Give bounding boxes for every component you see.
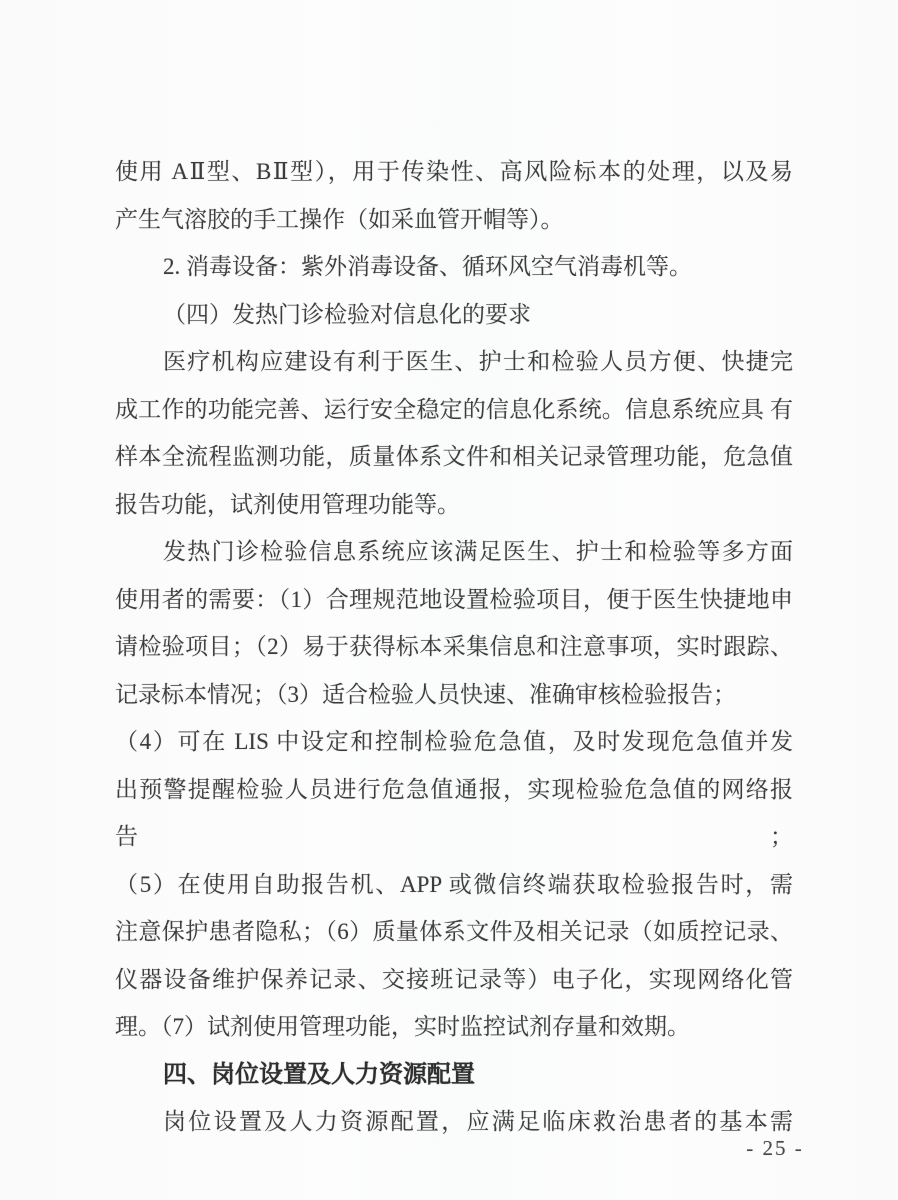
text-line: 发热门诊检验信息系统应该满足医生、护士和检验等多方面 (163, 539, 793, 564)
text-line: 样本全流程监测功能，质量体系文件和相关记录管理功能，危急值 (115, 444, 793, 469)
text-line: 医疗机构应建设有利于医生、护士和检验人员方便、快捷完 (163, 349, 793, 374)
text-line: 请检验项目；（2）易于获得标本采集信息和注意事项，实时跟踪、 (115, 634, 793, 659)
text-line: （四）发热门诊检验对信息化的要求 (163, 301, 531, 327)
text-line: 出预警提醒检验人员进行危急值通报，实现检验危急值的网络报告； (115, 776, 793, 849)
text-line: 产生气溶胶的手工操作（如采血管开帽等）。 (115, 206, 564, 232)
text-line: 成工作的功能完善、运行安全稳定的信息化系统。信息系统应具 有 (115, 396, 793, 422)
section-heading: 四、岗位设置及人力资源配置 (163, 1060, 475, 1088)
text-line: 2. 消毒设备：紫外消毒设备、循环风空气消毒机等。 (163, 254, 692, 279)
text-line: 记录标本情况；（3）适合检验人员快速、准确审核检验报告； (115, 681, 736, 707)
text-line: （4）可在 LIS 中设定和控制检验危急值，及时发现危急值并发 (115, 729, 793, 754)
document-content (115, 148, 793, 1146)
text-line: 理。（7）试剂使用管理功能，实时监控试剂存量和效期。 (115, 1014, 690, 1039)
text-line: 仪器设备维护保养记录、交接班记录等）电子化，实现网络化管 (115, 966, 793, 992)
text-line: 使用者的需要：（1）合理规范地设置检验项目，便于医生快捷地申 (115, 586, 793, 612)
text-line: 报告功能，试剂使用管理功能等。 (115, 491, 460, 517)
text-line: 岗位设置及人力资源配置，应满足临床救治患者的基本需 (163, 1109, 793, 1134)
text-line: （5）在使用自助报告机、APP 或微信终端获取检验报告时，需 (115, 871, 793, 897)
page-number: - 25 - (746, 1136, 804, 1160)
text-line: 注意保护患者隐私；（6）质量体系文件及相关记录（如质控记录、 (115, 919, 793, 944)
text-line: 使用 AⅡ型、BⅡ型），用于传染性、高风险标本的处理，以及易 (115, 159, 793, 184)
